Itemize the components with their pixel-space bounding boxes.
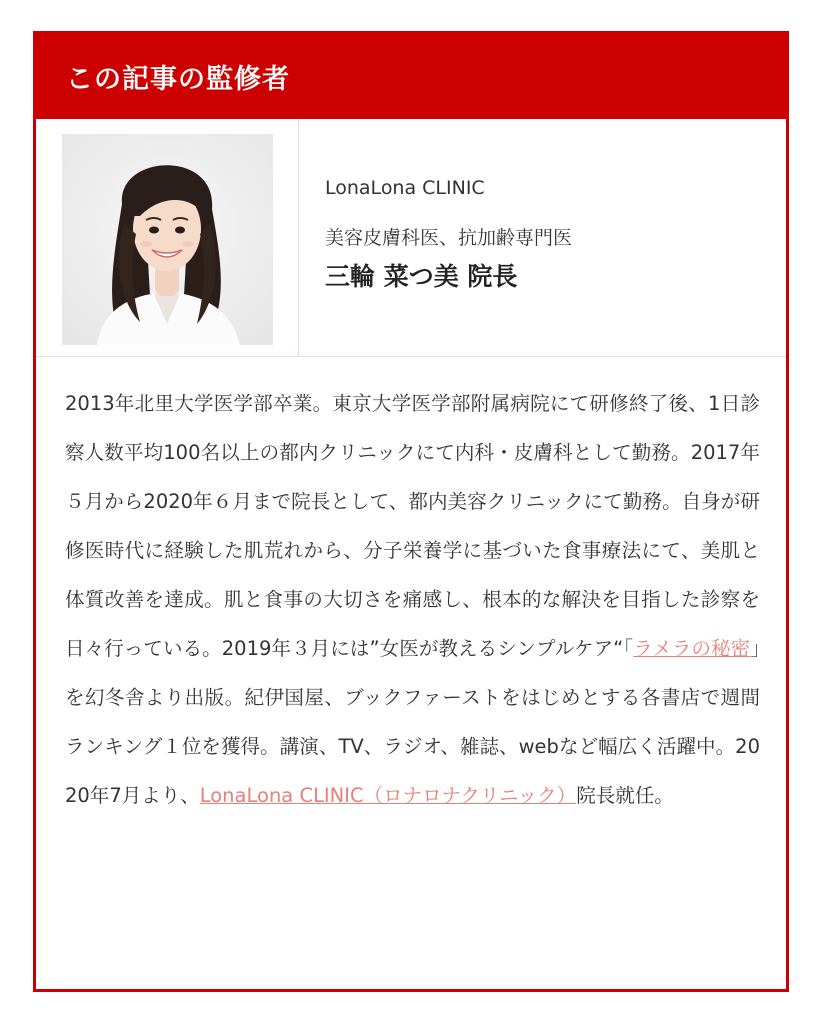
box-header: [36, 34, 786, 119]
photo-cell: [36, 119, 299, 356]
doctor-name: 三輪 菜つ美 院長: [325, 262, 518, 291]
doctor-specialty: 美容皮膚科医、抗加齢専門医: [325, 227, 573, 249]
bio-part-2: 」を幻冬舎より出版。紀伊国屋、ブックファーストをはじめとする各書店で週間ランキング１位を獲得。講演、TV、ラジオ、雑誌、webなど幅広く活躍中。2020年7月より、: [65, 637, 760, 807]
book-link[interactable]: ラメラの秘密: [633, 637, 751, 660]
bio-part-1: 2013年北里大学医学部卒業。東京大学医学部附属病院にて研修終了後、1日診察人数平均100名以上の都内クリニックにて内科・皮膚科として勤務。2017年５月から2020年６月まで院長として、都内美容クリニックにて勤務。自身が研修医時代に経験した肌荒れから、分子栄養学に基づいた食事療法にて、美肌と体質改善を達成。肌と食事の大切さを痛感し、根本的な解決を目指した診察を日々行っている。2019年３月には”女医が教えるシンプルケア“「: [65, 392, 760, 660]
supervisor-box: [33, 31, 789, 992]
bio-text: [36, 357, 786, 820]
profile-info: [299, 119, 786, 356]
doctor-portrait-photo: [62, 134, 273, 345]
clinic-name: LonaLona CLINIC: [325, 177, 485, 199]
box-title: この記事の監修者: [66, 64, 290, 95]
bio-part-3: 院長就任。: [576, 784, 674, 807]
profile-row: [36, 119, 786, 357]
clinic-link[interactable]: LonaLona CLINIC（ロナロナクリニック）: [199, 784, 577, 807]
